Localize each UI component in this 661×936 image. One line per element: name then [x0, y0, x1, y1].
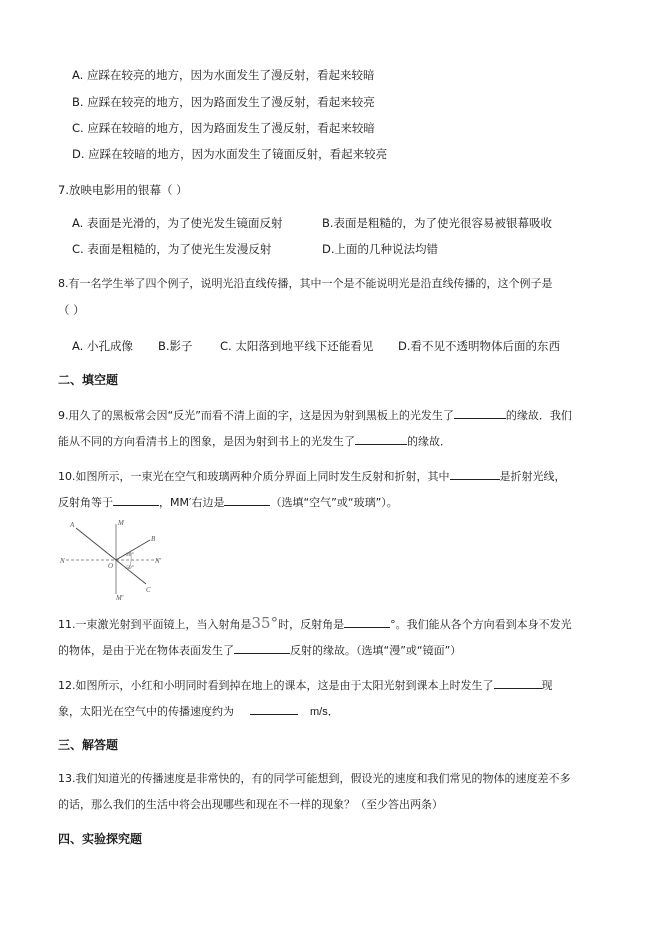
- q7-option-a: A. 表面是光滑的，为了使光发生镜面反射: [72, 216, 283, 230]
- q8-stem-line1: 8.有一名学生举了四个例子，说明光沿直线传播，其中一个是不能说明光是沿直线传播的，这个例子是: [58, 277, 553, 290]
- q12-text-3: 象，太阳光在空气中的传播速度约为: [58, 705, 234, 718]
- q10-text-1: 10.如图所示，一束光在空气和玻璃两种介质分界面上同时发生反射和折射，其中: [58, 470, 450, 483]
- section-heading-experiment: 四、实验探究题: [58, 832, 143, 846]
- q7-stem: 7.放映电影用的银幕（ ）: [58, 183, 188, 197]
- q10-line1: [58, 467, 566, 485]
- q10-answer-blank-1[interactable]: [450, 467, 500, 480]
- q6-option-a: A. 应踩在较亮的地方，因为水面发生了漫反射，看起来较暗: [72, 68, 375, 82]
- q10-text-2: 是折射光线，: [499, 470, 566, 483]
- q6-option-b: B. 应踩在较亮的地方，因为路面发生了漫反射，看起来较亮: [72, 95, 375, 109]
- q8-option-b: B.影子: [158, 339, 193, 353]
- q9-answer-blank-1[interactable]: [454, 406, 506, 419]
- q9-text-2: 的缘故．我们: [505, 409, 572, 422]
- q12-answer-blank-2[interactable]: [250, 702, 298, 715]
- refraction-diagram: [58, 516, 168, 600]
- section-heading-answer: 三、解答题: [58, 738, 119, 752]
- label-o: O: [108, 562, 114, 570]
- label-m: M: [118, 519, 124, 527]
- q9-answer-blank-2[interactable]: [355, 432, 407, 445]
- q11-line1: [58, 615, 572, 633]
- q9-text-3: 能从不同的方向看清书上的图象，是因为射到书上的光发生了: [58, 435, 355, 448]
- q12-answer-blank-1[interactable]: [494, 676, 542, 689]
- angle-label-1: 30°: [126, 552, 134, 558]
- q12-unit: m/s．: [310, 706, 339, 718]
- q11-text-2: 时，反射角是: [278, 618, 345, 631]
- label-m-prime: M′: [116, 594, 124, 600]
- q11-answer-blank-2[interactable]: [234, 641, 290, 654]
- ray-oc: [116, 560, 146, 584]
- q7-option-c: C. 表面是粗糙的，为了使光生发漫反射: [72, 242, 272, 256]
- q6-option-c: C. 应踩在较暗的地方，因为路面发生了漫反射，看起来较暗: [72, 121, 375, 135]
- label-c: C: [146, 586, 151, 594]
- label-n: N: [60, 557, 65, 565]
- q6-option-d: D. 应踩在较暗的地方，因为水面发生了镜面反射，看起来较亮: [72, 147, 388, 161]
- q7-option-d: D.上面的几种说法均错: [322, 242, 439, 256]
- q8-option-c: C. 太阳落到地平线下还能看见: [220, 339, 374, 353]
- q9-text-4: 的缘故．: [407, 435, 451, 448]
- angle-label-2: 50°: [126, 565, 134, 571]
- q13-line1: 13.我们知道光的传播速度是非常快的，有的同学可能想到，假设光的速度和我们常见的物体的速度差不多: [58, 772, 571, 785]
- q9-text-1: 9.用久了的黑板常会因“反光”而看不清上面的字，这是因为射到黑板上的光发生了: [58, 409, 454, 422]
- q10-line2: [58, 493, 398, 511]
- label-b: B: [151, 535, 156, 543]
- q12-line2: [58, 702, 339, 720]
- label-n-prime: N′: [155, 557, 162, 565]
- q11-answer-blank-1[interactable]: [344, 615, 390, 628]
- q11-text-1: 11.一束激光射到平面镜上，当入射角是: [58, 618, 252, 631]
- q12-text-1: 12.如图所示，小红和小明同时看到掉在地上的课本，这是由于太阳光射到课本上时发生了: [58, 679, 494, 692]
- q11-line2: [58, 641, 461, 659]
- q10-text-4: ，MM′右边是: [159, 496, 225, 509]
- q11-text-3: °。我们能从各个方向看到本身不发光: [390, 618, 572, 631]
- q12-line1: [58, 676, 553, 694]
- q8-option-a: A. 小孔成像: [72, 339, 133, 353]
- q11-text-4: 的物体，是由于光在物体表面发生了: [58, 644, 234, 657]
- q12-text-2: 现: [541, 679, 553, 692]
- q11-text-5: 反射的缘故。（选填“漫”或“镜面”）: [290, 644, 462, 657]
- q10-text-5: （选填“空气”或“玻璃”）。: [270, 496, 398, 509]
- section-heading-fill-blank: 二、填空题: [58, 373, 119, 387]
- q9-line1: [58, 406, 572, 424]
- incident-ray-ao: [76, 528, 116, 560]
- q9-line2: [58, 432, 451, 450]
- q10-text-3: 反射角等于: [58, 496, 113, 509]
- q8-option-d: D.看不见不透明物体后面的东西: [398, 339, 561, 353]
- q8-stem-line2: （ ）: [58, 303, 85, 317]
- q13-line2: 的话，那么我们的生活中将会出现哪些和现在不一样的现象？（至少答出两条）: [58, 798, 443, 811]
- q10-answer-blank-3[interactable]: [224, 493, 270, 506]
- q7-option-b: B.表面是粗糙的，为了使光很容易被银幕吸收: [322, 216, 553, 230]
- label-a: A: [70, 521, 75, 529]
- q11-angle-value: 35°: [251, 614, 279, 632]
- q10-answer-blank-2[interactable]: [113, 493, 159, 506]
